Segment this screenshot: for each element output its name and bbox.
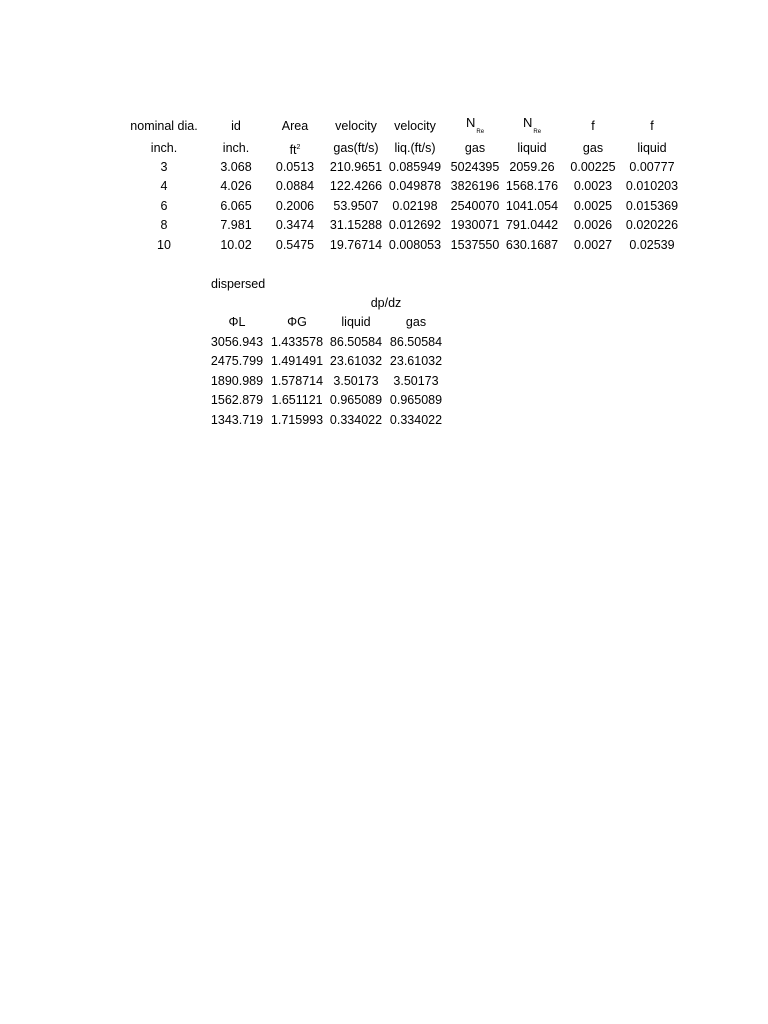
column-header — [282, 119, 308, 133]
table-cell: 1.715993 — [270, 413, 324, 427]
table-cell: 630.1687 — [505, 238, 559, 252]
column-header — [650, 119, 653, 133]
table-cell: 0.010203 — [625, 179, 679, 193]
table-cell: 0.5475 — [275, 238, 315, 252]
table-cell: 1562.879 — [210, 393, 264, 407]
table-cell: 6.065 — [220, 199, 252, 213]
column-unit-header — [583, 141, 603, 155]
table-cell: 0.02198 — [392, 199, 438, 213]
column-header — [465, 115, 485, 139]
table-cell: 1930071 — [450, 218, 500, 232]
table-cell: 1537550 — [450, 238, 500, 252]
table-cell: 0.0884 — [275, 179, 315, 193]
header-text: N — [465, 115, 476, 130]
table-cell: 0.334022 — [329, 413, 383, 427]
header-subscript: Re — [476, 129, 485, 135]
table-cell: 8 — [160, 218, 168, 232]
table-cell: 1.433578 — [270, 335, 324, 349]
column-unit-header — [637, 141, 666, 155]
table-cell: 3 — [160, 160, 168, 174]
header-text: f — [650, 119, 654, 133]
table-cell: 3.50173 — [393, 374, 439, 388]
column-unit-header — [333, 141, 378, 155]
table-cell: 0.0027 — [573, 238, 613, 252]
header-subscript: Re — [533, 129, 542, 135]
column-unit-header — [223, 141, 249, 155]
table-cell: 0.008053 — [388, 238, 442, 252]
table-cell: 2059.26 — [509, 160, 555, 174]
table-cell: 53.9507 — [333, 199, 379, 213]
header-text: Area — [281, 119, 309, 133]
table-cell: 2540070 — [450, 199, 500, 213]
column-header: ΦG — [287, 315, 307, 329]
header-text: gas — [464, 141, 486, 155]
header-text: ft — [289, 143, 297, 157]
table-cell: 31.15288 — [329, 218, 383, 232]
column-unit-header — [151, 141, 177, 155]
table-cell: 23.61032 — [389, 354, 443, 368]
header-superscript: 2 — [296, 144, 301, 151]
table-cell: 5024395 — [450, 160, 500, 174]
table-cell: 0.00225 — [570, 160, 616, 174]
header-text: velocity — [394, 119, 436, 133]
table-cell: 3056.943 — [210, 335, 264, 349]
table-cell: 0.012692 — [388, 218, 442, 232]
table-cell: 1.578714 — [270, 374, 324, 388]
table-cell: 1.651121 — [271, 393, 323, 407]
table-cell: 0.3474 — [275, 218, 315, 232]
table-cell: 0.020226 — [625, 218, 679, 232]
table-cell: 1890.989 — [210, 374, 264, 388]
column-header — [335, 119, 377, 133]
table-cell: 2475.799 — [210, 354, 264, 368]
column-unit-header — [290, 141, 301, 157]
column-header — [591, 119, 594, 133]
table-cell: 0.00777 — [629, 160, 675, 174]
table-cell: 0.0513 — [275, 160, 315, 174]
table-cell: 210.9651 — [329, 160, 383, 174]
table-cell: 0.2006 — [275, 199, 315, 213]
column-header: liquid — [341, 315, 371, 329]
table-cell: 122.4266 — [329, 179, 383, 193]
header-text: f — [591, 119, 595, 133]
header-text: liq.(ft/s) — [394, 141, 436, 155]
table-cell: 4.026 — [220, 179, 252, 193]
column-unit-header — [465, 141, 485, 155]
column-header — [130, 119, 197, 133]
table-cell: 3.068 — [220, 160, 252, 174]
header-text: N — [522, 115, 533, 130]
header-text: velocity — [335, 119, 377, 133]
column-header: gas — [405, 315, 427, 329]
table-cell: 3.50173 — [333, 374, 379, 388]
header-text: nominal dia. — [130, 119, 198, 133]
table-cell: 4 — [160, 179, 168, 193]
column-header — [394, 119, 436, 133]
section-label: dispersed — [211, 277, 266, 291]
table-cell: 10 — [157, 238, 171, 252]
header-text: inch. — [222, 141, 250, 155]
group-header: dp/dz — [370, 296, 402, 310]
table-cell: 0.0025 — [573, 199, 613, 213]
column-header — [522, 115, 542, 139]
table-cell: 6 — [160, 199, 168, 213]
header-text: liquid — [517, 141, 547, 155]
table-cell: 7.981 — [220, 218, 252, 232]
table-cell: 1568.176 — [505, 179, 559, 193]
column-unit-header — [395, 141, 436, 155]
table-cell: 0.965089 — [389, 393, 443, 407]
table-cell: 0.049878 — [388, 179, 442, 193]
table-cell: 86.50584 — [389, 335, 443, 349]
header-text: inch. — [150, 141, 178, 155]
table-cell: 0.334022 — [389, 413, 443, 427]
table-cell: 0.0026 — [573, 218, 613, 232]
table-cell: 0.02539 — [629, 238, 675, 252]
header-text: gas — [582, 141, 604, 155]
table-cell: 86.50584 — [329, 335, 383, 349]
table-cell: 0.965089 — [329, 393, 383, 407]
table-cell: 19.76714 — [329, 238, 383, 252]
table-cell: 1.491491 — [270, 354, 324, 368]
column-header — [231, 119, 241, 133]
header-text: liquid — [637, 141, 667, 155]
table-cell: 0.015369 — [625, 199, 679, 213]
column-header: ΦL — [228, 315, 246, 329]
header-text: id — [231, 119, 241, 133]
table-cell: 23.61032 — [329, 354, 383, 368]
table-cell: 3826196 — [450, 179, 500, 193]
table-cell: 1343.719 — [210, 413, 264, 427]
header-text: gas(ft/s) — [333, 141, 379, 155]
table-cell: 1041.054 — [505, 199, 559, 213]
column-unit-header — [517, 141, 546, 155]
table-cell: 791.0442 — [505, 218, 559, 232]
table-cell: 0.0023 — [573, 179, 613, 193]
table-cell: 0.085949 — [388, 160, 442, 174]
table-cell: 10.02 — [220, 238, 252, 252]
